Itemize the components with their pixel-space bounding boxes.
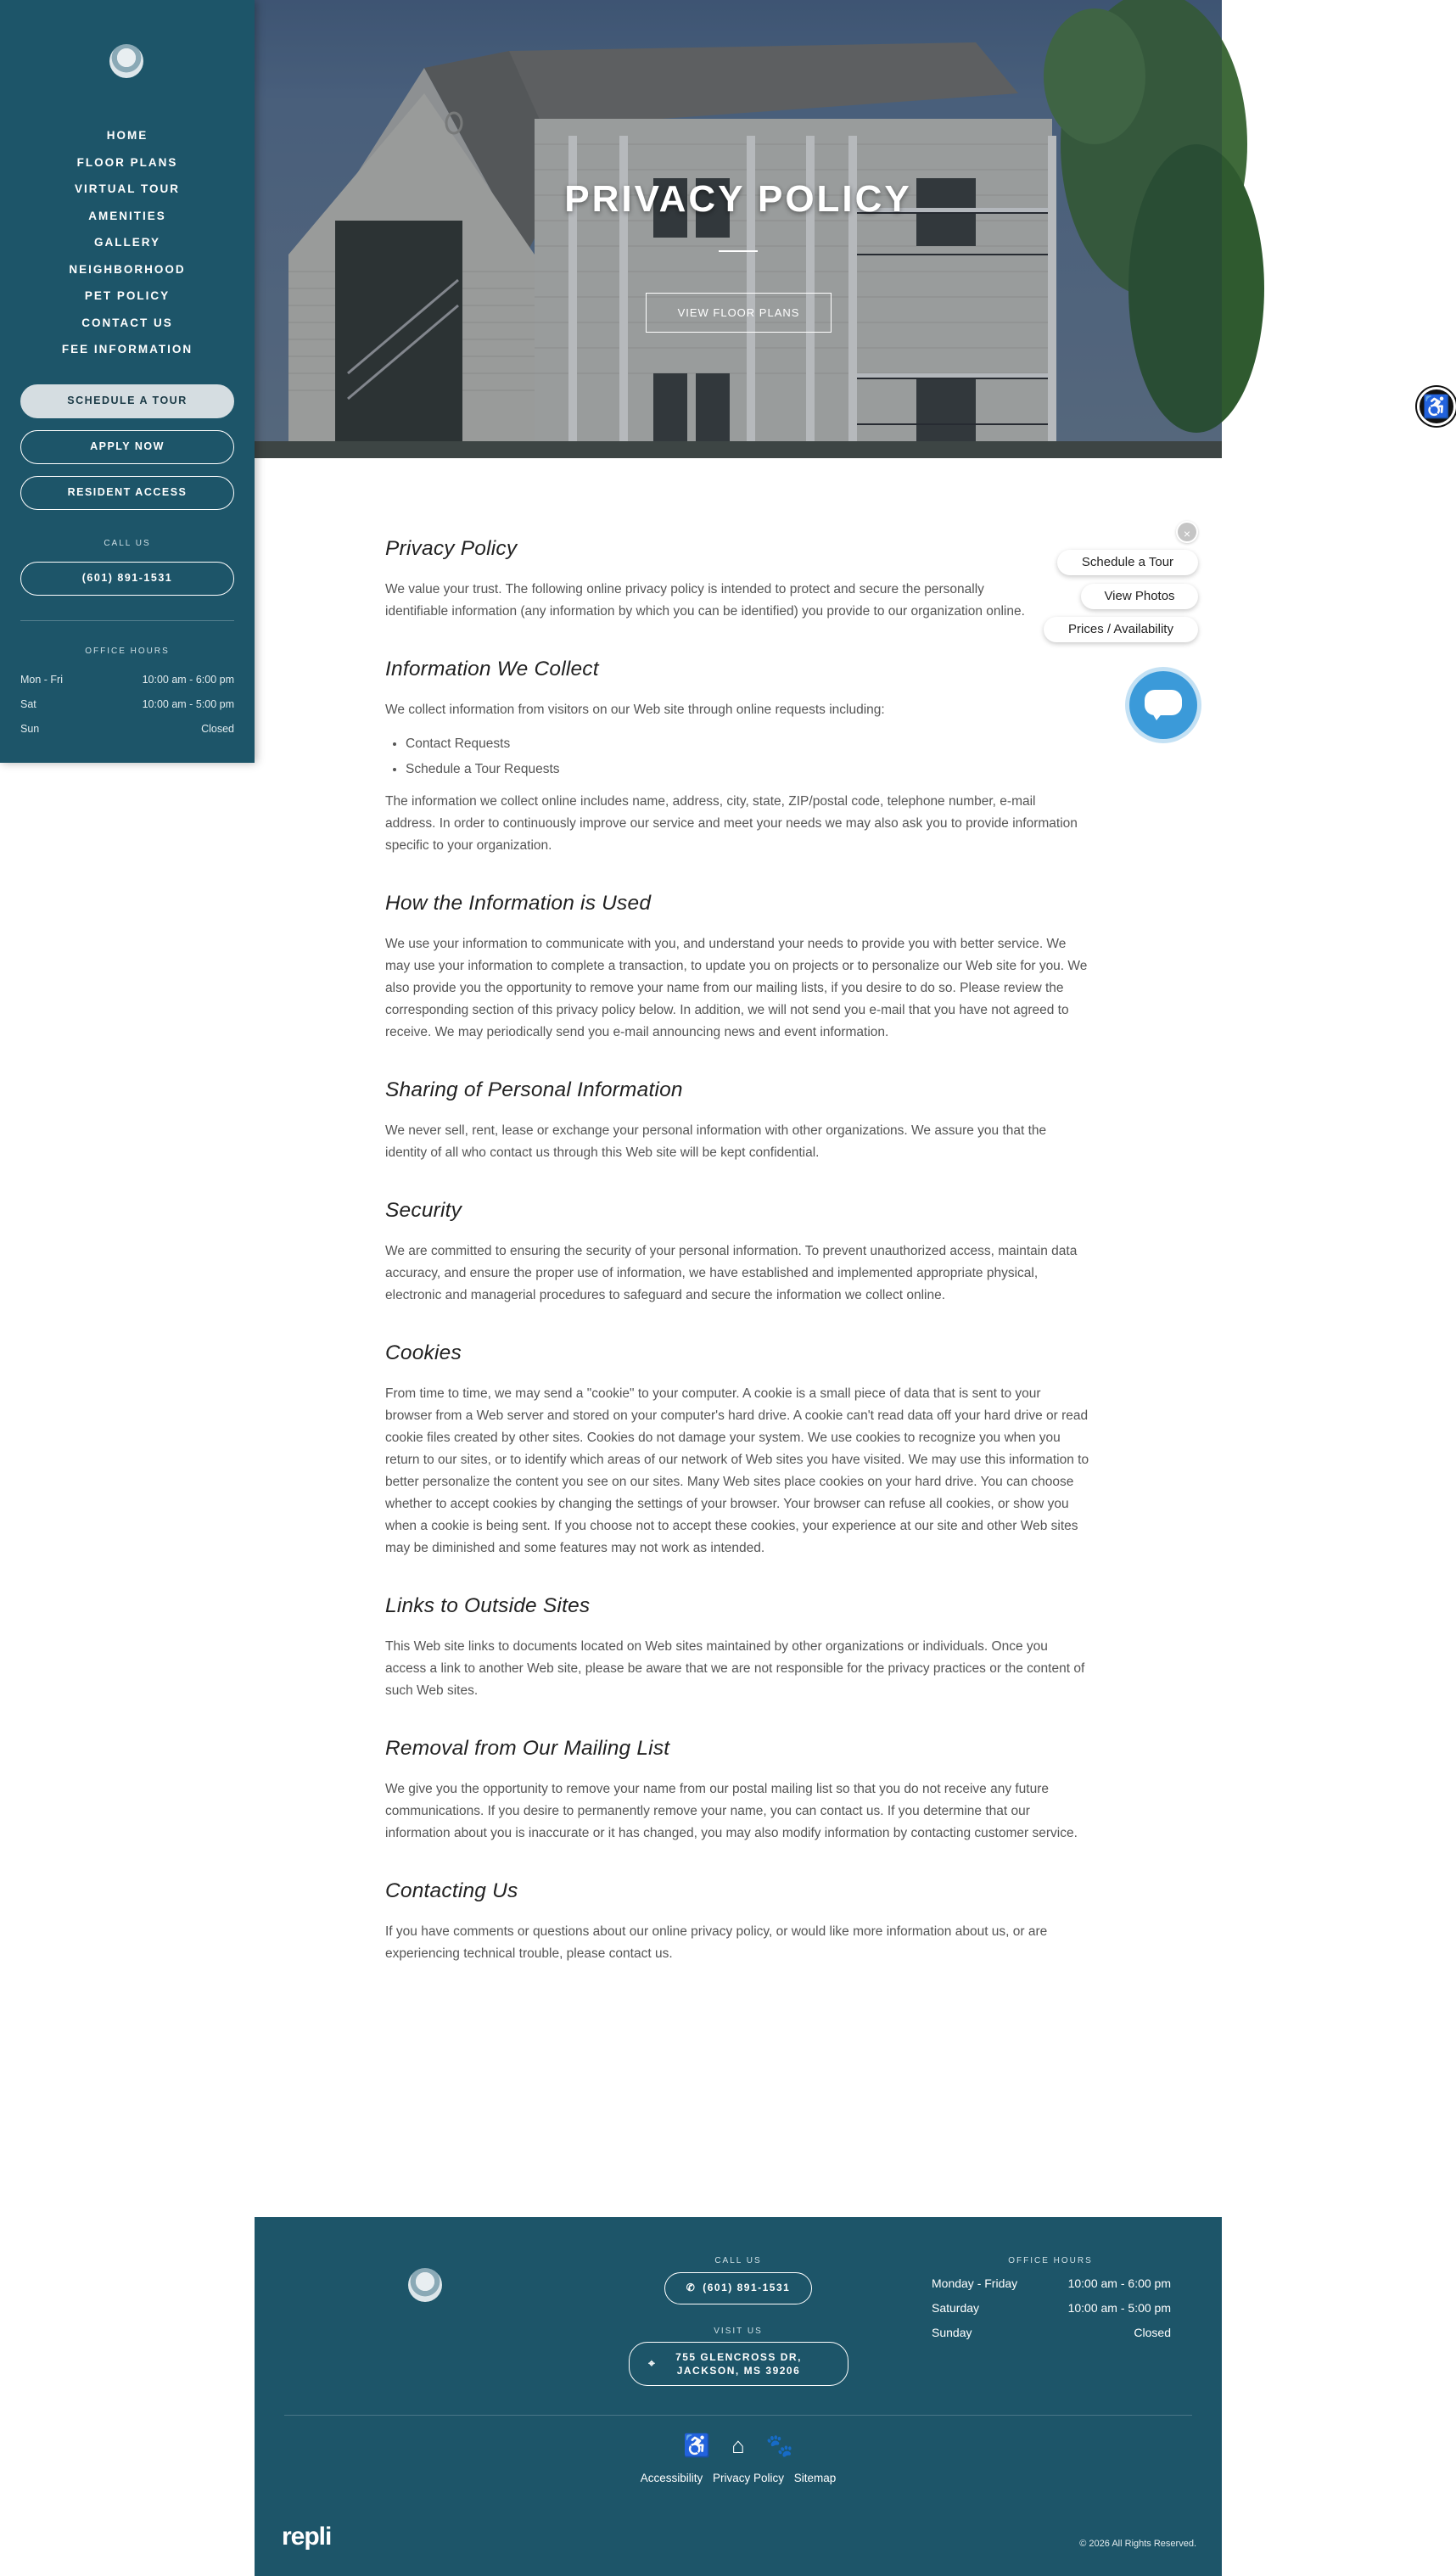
footer-office-hours-label: OFFICE HOURS (1008, 2256, 1093, 2265)
nav-floor-plans[interactable]: FLOOR PLANS (76, 155, 178, 169)
hours-time: Closed (201, 723, 234, 735)
hours-row (932, 2321, 1171, 2345)
map-pin-icon: ⌖ (648, 2356, 657, 2370)
hours-row (932, 2296, 1171, 2321)
section-sharing (385, 1076, 1089, 1164)
page-title: PRIVACY POLICY (564, 178, 912, 220)
section-paragraph: We use your information to communicate with you, and understand your needs to provide you with better service. We may use your information to complete a transaction, to update you on projects or to personalize our Web site for you. We also provide you the opportunity to remove your name from our mailing lists, if you desire to do so. Please review the corresponding section of this privacy policy below. In addition, we will not send you e-mail that you have not agreed to receive. We may periodically send you e-mail announcing news and event information. (385, 937, 1088, 1039)
hours-time: Closed (1134, 2326, 1171, 2339)
phone-button[interactable]: (601) 891-1531 (20, 562, 234, 596)
section-cookies (385, 1339, 1089, 1560)
section-paragraph: From time to time, we may send a "cookie" to your computer. A cookie is a small piece of data that is sent to your browser from a Web server and stored on your computer's hard drive. A cookie can't read data off your hard drive or read cookie files created by other sites. Cookies do not damage your system. We use cookies to recognize you when you return to our sites, or to identify which areas of our network of Web sites you have visited. We may use this information to better personalize the content you see on our sites. Many Web sites place cookies on your hard drive. You can choose whether to accept cookies by changing the settings of your browser. Your browser can refuse all cookies, or show you when a cookie is being sent. If you choose not to accept these cookies, your experience at our site and other Web sites may be diminished and some features may not work as intended. (385, 1386, 1089, 1555)
site-footer (255, 2217, 1222, 2576)
chat-icon[interactable] (1129, 671, 1197, 739)
section-paragraph: We value your trust. The following online privacy policy is intended to protect and secure the personally identifiable information (any information by which you can be identified) you provide to our organization online. (385, 582, 1025, 619)
property-logo[interactable] (109, 44, 143, 78)
hours-row (20, 692, 234, 717)
privacy-policy-content (385, 535, 1089, 1997)
hero-divider (719, 250, 758, 252)
footer-links (255, 2472, 1222, 2484)
footer-address-button[interactable] (629, 2342, 848, 2386)
widget-view-photos-button[interactable]: View Photos (1081, 584, 1198, 609)
hours-time: 10:00 am - 6:00 pm (142, 674, 234, 686)
section-mailing-list (385, 1734, 1089, 1845)
footer-visit-us-label: VISIT US (714, 2327, 763, 2336)
footer-address-line2: JACKSON, MS 39206 (676, 2365, 801, 2377)
close-icon[interactable]: × (1176, 521, 1198, 543)
view-floor-plans-button[interactable]: VIEW FLOOR PLANS (646, 293, 832, 333)
accessibility-icon[interactable]: ♿ (1417, 387, 1456, 426)
hours-time: 10:00 am - 6:00 pm (1067, 2276, 1171, 2290)
schedule-tour-button[interactable]: SCHEDULE A TOUR (20, 384, 234, 418)
hours-row (20, 717, 234, 742)
section-heading: Links to Outside Sites (385, 1594, 591, 1617)
collect-list (406, 731, 1089, 782)
hours-day: Saturday (932, 2301, 980, 2315)
nav-gallery[interactable]: GALLERY (94, 236, 160, 249)
copyright: © 2026 All Rights Reserved. (1079, 2539, 1196, 2549)
section-information-we-collect (385, 655, 1089, 857)
section-heading: Contacting Us (385, 1879, 518, 1902)
footer-link-privacy-policy[interactable]: Privacy Policy (712, 2472, 785, 2484)
section-how-information-used (385, 889, 1089, 1044)
hours-time: 10:00 am - 5:00 pm (142, 698, 234, 710)
section-heading: Sharing of Personal Information (385, 1078, 683, 1101)
sidebar-divider (20, 620, 234, 621)
section-outside-links (385, 1592, 1089, 1702)
nav-contact-us[interactable]: CONTACT US (81, 316, 173, 329)
nav-neighborhood[interactable]: NEIGHBORHOOD (69, 262, 186, 276)
pet-friendly-icon: 🐾 (765, 2433, 793, 2458)
hours-day: Mon - Fri (20, 674, 63, 686)
section-security (385, 1196, 1089, 1307)
section-paragraph: We give you the opportunity to remove your name from our postal mailing list so that you do not receive any future communications. If you desire to permanently remove your name, you can contact us. If you determine that our information about you is inaccurate or it has changed, you may also modify information by contacting customer service. (385, 1782, 1078, 1840)
footer-divider (284, 2415, 1192, 2416)
list-item: • Contact Requests (406, 731, 1089, 757)
section-heading: How the Information is Used (385, 892, 652, 915)
section-heading: Security (385, 1199, 462, 1222)
footer-hours-table (932, 2271, 1171, 2345)
footer-phone: (601) 891-1531 (703, 2282, 791, 2293)
footer-link-sitemap[interactable]: Sitemap (793, 2472, 837, 2484)
section-paragraph: This Web site links to documents located on Web sites maintained by other organizations or individuals. Once you access a link to another Web site, please be aware that we are not responsible for the privacy practices or the content of such Web sites. (385, 1639, 1085, 1698)
section-paragraph: We never sell, rent, lease or exchange your personal information with other organizations. We assure you that the identity of all who contact us through this Web site will be kept confidential. (385, 1123, 1047, 1160)
footer-call-us-label: CALL US (714, 2256, 762, 2265)
resident-access-button[interactable]: RESIDENT ACCESS (20, 476, 234, 510)
wheelchair-icon: ♿ (683, 2433, 711, 2458)
section-paragraph: We collect information from visitors on our Web site through online requests including: (385, 703, 885, 717)
section-paragraph: The information we collect online includes name, address, city, state, ZIP/postal code, telephone number, e-mail address. In order to continuously improve our service and meet your needs we may also ask you to provide information specific to your organization. (385, 794, 1078, 853)
office-hours-label: OFFICE HOURS (85, 647, 170, 656)
apply-now-button[interactable]: APPLY NOW (20, 430, 234, 464)
hours-day: Sun (20, 723, 40, 735)
hours-day: Sat (20, 698, 36, 710)
footer-phone-button[interactable] (664, 2272, 812, 2304)
hours-day: Monday - Friday (932, 2276, 1018, 2290)
nav-fee-information[interactable]: FEE INFORMATION (61, 343, 193, 356)
hours-day: Sunday (932, 2326, 972, 2339)
hours-row (932, 2271, 1171, 2296)
nav-home[interactable]: HOME (106, 129, 148, 142)
equal-housing-icon: ⌂ (731, 2433, 745, 2458)
hero-overlay (255, 0, 1222, 458)
nav-amenities[interactable]: AMENITIES (88, 209, 166, 222)
section-heading: Information We Collect (385, 658, 599, 680)
section-heading: Removal from Our Mailing List (385, 1737, 670, 1760)
widget-prices-button[interactable]: Prices / Availability (1044, 617, 1198, 642)
footer-logo[interactable] (408, 2268, 442, 2302)
nav-virtual-tour[interactable]: VIRTUAL TOUR (74, 182, 180, 195)
footer-link-accessibility[interactable]: Accessibility (640, 2472, 703, 2484)
widget-schedule-tour-button[interactable]: Schedule a Tour (1057, 550, 1198, 575)
hours-row (20, 668, 234, 692)
section-paragraph: If you have comments or questions about our online privacy policy, or would like more information about us, or are experiencing technical trouble, please contact us. (385, 1924, 1048, 1961)
hero-banner (255, 0, 1451, 458)
section-heading: Privacy Policy (385, 537, 518, 560)
section-paragraph: We are committed to ensuring the security of your personal information. To prevent unauthorized access, maintain data accuracy, and ensure the proper use of information, we have established and implemented appropriate physical, electronic and managerial procedures to safeguard and secure the information we collect online. (385, 1244, 1078, 1302)
sidebar (0, 0, 255, 763)
repli-logo[interactable]: repli (282, 2523, 332, 2551)
section-contacting-us (385, 1877, 1089, 1965)
nav-pet-policy[interactable]: PET POLICY (84, 289, 171, 302)
office-hours-table (20, 668, 234, 742)
sidebar-nav (0, 122, 255, 363)
footer-icon-row (683, 2432, 793, 2459)
hours-time: 10:00 am - 5:00 pm (1067, 2301, 1171, 2315)
list-item: • Schedule a Tour Requests (406, 757, 1089, 782)
section-privacy-policy (385, 535, 1089, 623)
call-us-label: CALL US (104, 539, 151, 548)
section-heading: Cookies (385, 1341, 462, 1364)
phone-icon: ✆ (686, 2282, 697, 2293)
footer-address-line1: 755 GLENCROSS DR, (675, 2351, 802, 2363)
